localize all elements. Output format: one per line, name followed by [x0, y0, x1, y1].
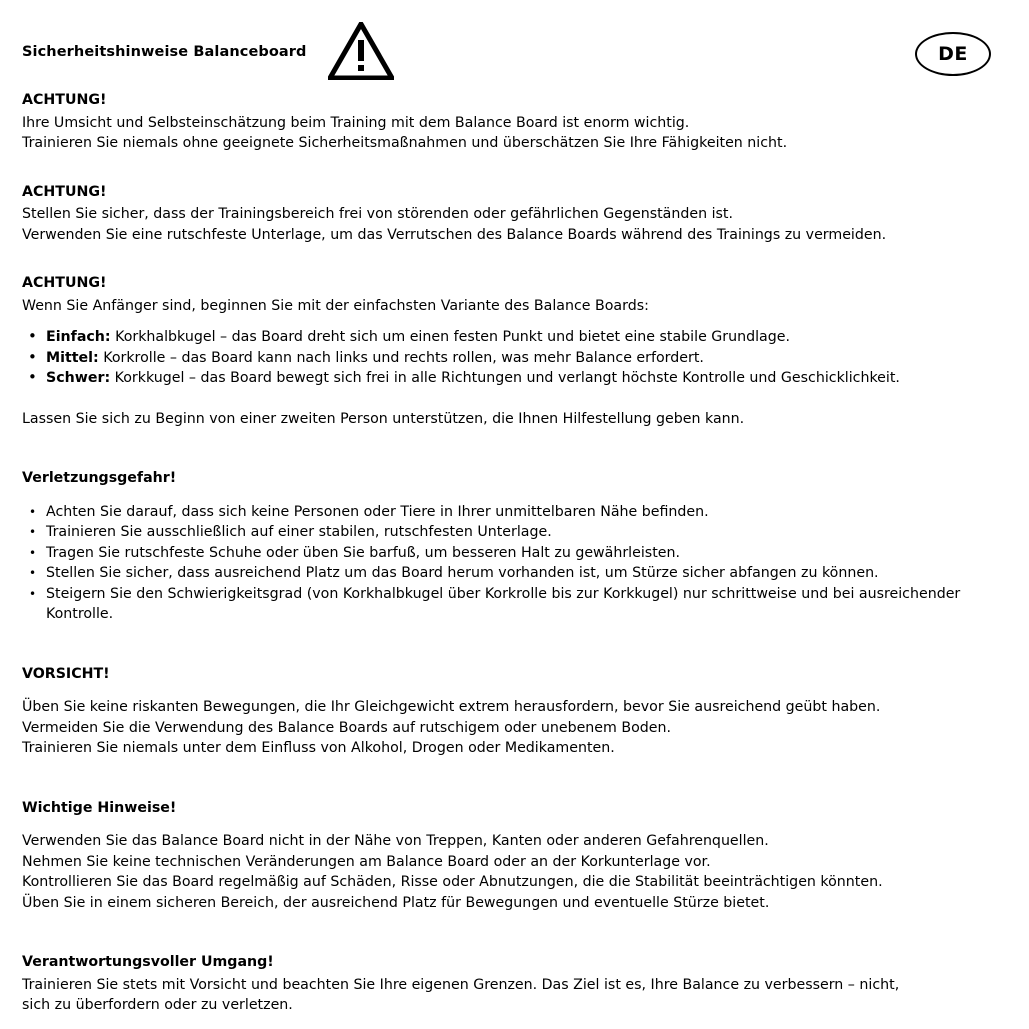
spacer — [22, 316, 991, 327]
list-item: • Stellen Sie sicher, dass ausreichend Platz um das Board herum vorhanden ist, um Stürze sicher abfangen zu können. — [22, 563, 991, 584]
document-header — [22, 32, 991, 84]
page-title: Sicherheitshinweise Balanceboard — [22, 44, 307, 60]
difficulty-level-list — [22, 327, 991, 389]
spacer — [22, 429, 991, 457]
warning-triangle-icon — [328, 22, 394, 80]
injury-risk-list — [22, 502, 991, 625]
spacer — [22, 653, 991, 664]
section-line: Trainieren Sie niemals ohne geeignete Sicherheitsmaßnahmen und überschätzen Sie Ihre Fähigkeiten nicht. — [22, 135, 788, 151]
list-item: • Achten Sie darauf, dass sich keine Personen oder Tiere in Ihrer unmittelbaren Nähe befinden. — [22, 502, 991, 523]
section-heading: Wichtige Hinweise! — [22, 799, 177, 816]
level-label: Einfach: — [46, 329, 111, 345]
section-line: sich zu überfordern oder zu verletzen. — [22, 997, 293, 1013]
list-item: • Tragen Sie rutschfeste Schuhe oder üben Sie barfuß, um besseren Halt zu gewährleisten. — [22, 543, 991, 564]
section-line: Stellen Sie sicher, dass der Trainingsbereich frei von störenden oder gefährlichen Gegenständen ist. — [22, 206, 734, 222]
section-heading: Verantwortungsvoller Umgang! — [22, 954, 274, 970]
spacer — [22, 787, 991, 798]
section-heading: ACHTUNG! — [22, 183, 107, 200]
section-line: Kontrollieren Sie das Board regelmäßig auf Schäden, Risse oder Abnutzungen, die die Stabilität beeinträchtigen könnten. — [22, 874, 883, 890]
spacer — [22, 491, 991, 502]
list-item: • Steigern Sie den Schwierigkeitsgrad (von Korkhalbkugel über Korkrolle bis zur Korkkugel) nur schrittweise und bei ausreichender Kontrolle. — [22, 584, 991, 625]
section-line: Wenn Sie Anfänger sind, beginnen Sie mit der einfachsten Variante des Balance Boards: — [22, 297, 649, 314]
spacer — [22, 820, 991, 831]
spacer — [22, 759, 991, 787]
section-verletzungsgefahr — [22, 468, 991, 625]
spacer — [22, 154, 991, 182]
list-item — [22, 348, 991, 369]
level-label: Schwer: — [46, 370, 111, 386]
section-achtung-3 — [22, 273, 991, 429]
spacer — [22, 457, 991, 468]
spacer — [22, 941, 991, 952]
section-line: Üben Sie in einem sicheren Bereich, der ausreichend Platz für Bewegungen und eventuelle Stürze bietet. — [22, 894, 770, 911]
list-item — [22, 327, 991, 348]
spacer — [22, 913, 991, 941]
section-wichtige-hinweise — [22, 798, 991, 914]
list-item — [22, 368, 991, 389]
section-verantwortungsvoller-umgang — [22, 952, 991, 1016]
section-heading: VORSICHT! — [22, 665, 110, 682]
level-text: Korkrolle – das Board kann nach links und rechts rollen, was mehr Balance erfordert. — [98, 349, 704, 366]
spacer — [22, 686, 991, 697]
section-line: Üben Sie keine riskanten Bewegungen, die Ihr Gleichgewicht extrem herausfordern, bevor Sie ausreichend geübt haben. — [22, 699, 881, 715]
spacer — [22, 625, 991, 653]
section-line: Vermeiden Sie die Verwendung des Balance Boards auf rutschigem oder unebenem Boden. — [22, 719, 672, 736]
spacer — [22, 389, 991, 409]
list-item: • Trainieren Sie ausschließlich auf einer stabilen, rutschfesten Unterlage. — [22, 522, 991, 543]
section-line: Verwenden Sie das Balance Board nicht in der Nähe von Treppen, Kanten oder anderen Gefahrenquellen. — [22, 833, 769, 849]
section-line: Nehmen Sie keine technischen Veränderungen am Balance Board oder an der Korkunterlage vor. — [22, 853, 711, 870]
document-body — [22, 90, 991, 1016]
section-line: Trainieren Sie niemals unter dem Einfluss von Alkohol, Drogen oder Medikamenten. — [22, 740, 615, 756]
level-label: Mittel: — [46, 349, 99, 366]
section-line: Trainieren Sie stets mit Vorsicht und beachten Sie Ihre eigenen Grenzen. Das Ziel ist es, Ihre Balance zu verbessern – nicht, — [22, 976, 900, 993]
section-line: Ihre Umsicht und Selbsteinschätzung beim Training mit dem Balance Board ist enorm wichtig. — [22, 114, 690, 131]
level-text: Korkhalbkugel – das Board dreht sich um einen festen Punkt und bietet eine stabile Grundlage. — [110, 329, 790, 345]
level-text: Korkkugel – das Board bewegt sich frei in alle Richtungen und verlangt höchste Kontrolle und Geschicklichkeit. — [110, 370, 900, 386]
section-line: Lassen Sie sich zu Beginn von einer zweiten Person unterstützen, die Ihnen Hilfestellung geben kann. — [22, 410, 745, 427]
section-vorsicht — [22, 664, 991, 759]
section-heading: ACHTUNG! — [22, 275, 107, 291]
section-achtung-2 — [22, 182, 991, 246]
section-heading: ACHTUNG! — [22, 92, 107, 108]
section-achtung-1 — [22, 90, 991, 154]
section-heading: Verletzungsgefahr! — [22, 470, 177, 486]
language-badge: DE — [915, 32, 991, 76]
section-line: Verwenden Sie eine rutschfeste Unterlage, um das Verrutschen des Balance Boards während des Trainings zu vermeiden. — [22, 226, 887, 243]
spacer — [22, 245, 991, 273]
